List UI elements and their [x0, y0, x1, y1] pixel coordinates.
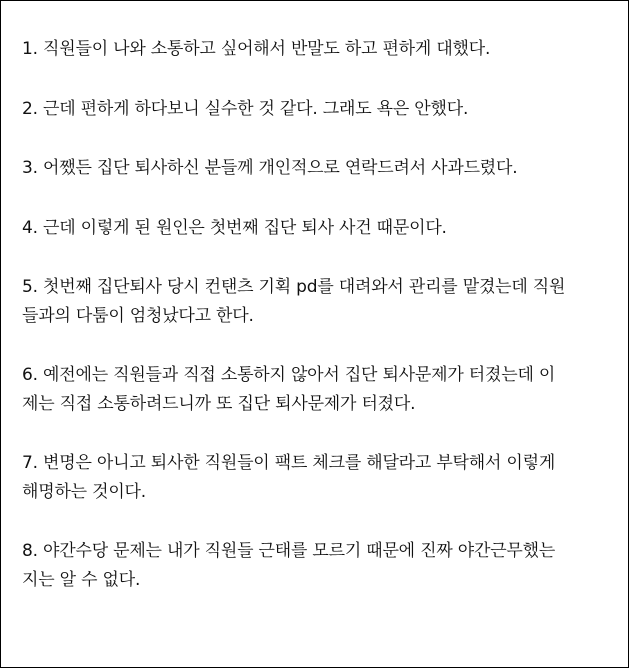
list-item-text: 5. 첫번째 집단퇴사 당시 컨탠츠 기획 pd를 대려와서 관리를 맡겼는데 직원 — [22, 277, 566, 297]
list-item-text: 2. 근데 편하게 하다보니 실수한 것 같다. 그래도 욕은 안했다. — [22, 98, 469, 119]
list-item-1 — [22, 35, 622, 64]
list-item-text: 8. 야간수당 문제는 내가 직원들 근태를 모르기 때문에 진짜 야간근무했는 — [22, 541, 556, 561]
list-item-5 — [22, 273, 622, 330]
list-item-4 — [22, 214, 622, 243]
list-item-text: 4. 근데 이렇게 된 원인은 첫번째 집단 퇴사 사건 때문이다. — [22, 217, 447, 238]
list-item-8 — [22, 537, 622, 594]
list-item-6 — [22, 361, 622, 418]
list-item-text: 3. 어쨌든 집단 퇴사하신 분들께 개인적으로 연락드려서 사과드렸다. — [22, 158, 518, 178]
list-item-text: 7. 변명은 아니고 퇴사한 직원들이 팩트 체크를 해달라고 부탁해서 이렇게 — [22, 453, 556, 473]
list-item-7 — [22, 449, 622, 506]
list-item-2 — [22, 95, 622, 124]
statement-list — [22, 35, 622, 625]
list-item-text-continuation: 들과의 다툼이 엄청났다고 한다. — [22, 305, 254, 326]
list-item-text-continuation: 지는 알 수 없다. — [22, 569, 141, 590]
list-item-text-continuation: 제는 직접 소통하려드니까 또 집단 퇴사문제가 터졌다. — [22, 393, 416, 414]
list-item-3 — [22, 154, 622, 183]
list-item-text: 1. 직원들이 나와 소통하고 싶어해서 반말도 하고 편하게 대했다. — [22, 39, 491, 59]
list-item-text-continuation: 해명하는 것이다. — [22, 481, 146, 502]
list-item-text: 6. 예전에는 직원들과 직접 소통하지 않아서 집단 퇴사문제가 터졌는데 이 — [22, 365, 556, 385]
